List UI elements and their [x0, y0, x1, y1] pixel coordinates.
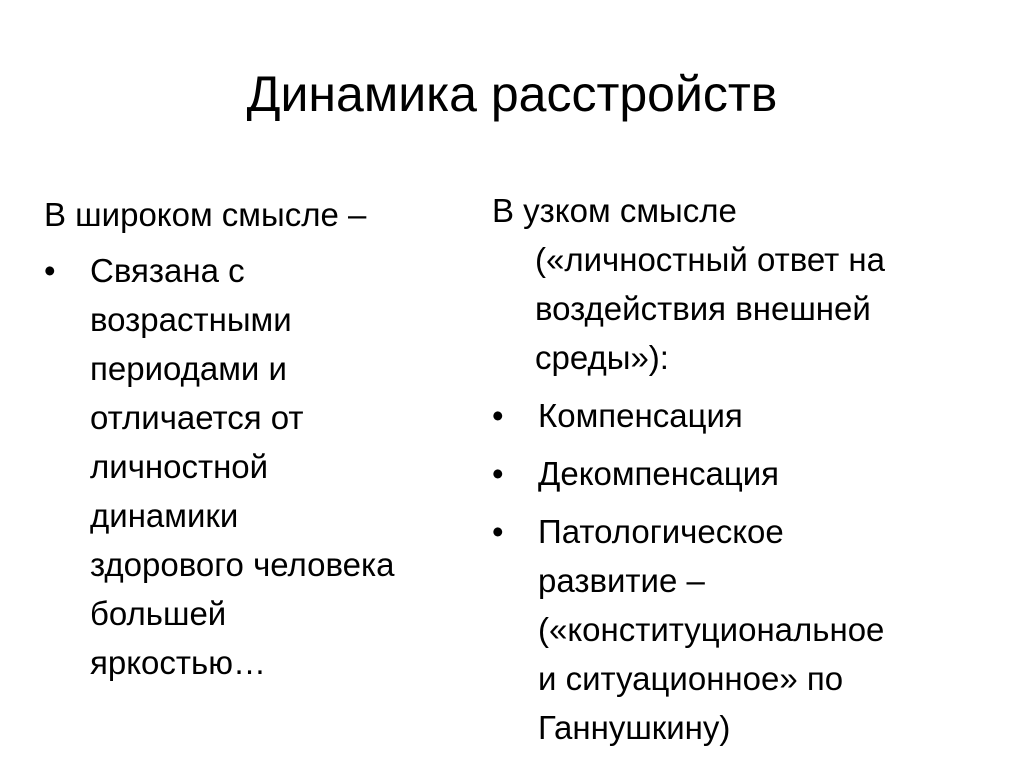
right-heading-line: В узком смысле	[492, 192, 737, 229]
left-item-line: большей	[90, 595, 227, 632]
left-bullet-item	[44, 246, 474, 687]
left-item-line: возрастными	[90, 301, 292, 338]
left-column	[44, 190, 474, 687]
left-item-line: отличается от	[90, 399, 304, 436]
right-item-line: Декомпенсация	[538, 455, 780, 492]
left-item-line: здорового человека	[90, 546, 395, 583]
right-item-line: и ситуационное» по	[538, 660, 844, 697]
right-item-line: развитие –	[538, 562, 705, 599]
right-bullet-item	[492, 391, 1012, 440]
left-item-line: динамики	[90, 497, 239, 534]
right-bullet-item	[492, 449, 1012, 498]
left-bullet-list	[44, 246, 474, 687]
right-heading-line: воздействия внешней	[535, 290, 871, 327]
right-item-line: («конституциональное	[538, 611, 885, 648]
left-item-line: периодами и	[90, 350, 287, 387]
left-item-line: личностной	[90, 448, 269, 485]
slide-title: Динамика расстройств	[246, 66, 778, 122]
right-item-line: Ганнушкину)	[538, 709, 731, 746]
bullet-icon: •	[492, 513, 504, 550]
bullet-icon: •	[44, 252, 56, 289]
right-heading-line: («личностный ответ на	[535, 241, 885, 278]
right-bullet-list	[492, 391, 1012, 752]
bullet-icon: •	[492, 397, 504, 434]
right-bullet-item	[492, 507, 1012, 752]
left-item-line: яркостью…	[90, 644, 266, 681]
right-column	[492, 186, 1012, 752]
right-item-line: Компенсация	[538, 397, 743, 434]
left-item-line: Связана с	[90, 252, 245, 289]
right-heading	[492, 186, 1012, 382]
right-item-line: Патологическое	[538, 513, 784, 550]
left-heading: В широком смысле –	[44, 196, 367, 233]
right-heading-line: среды»):	[535, 339, 669, 376]
bullet-icon: •	[492, 455, 504, 492]
